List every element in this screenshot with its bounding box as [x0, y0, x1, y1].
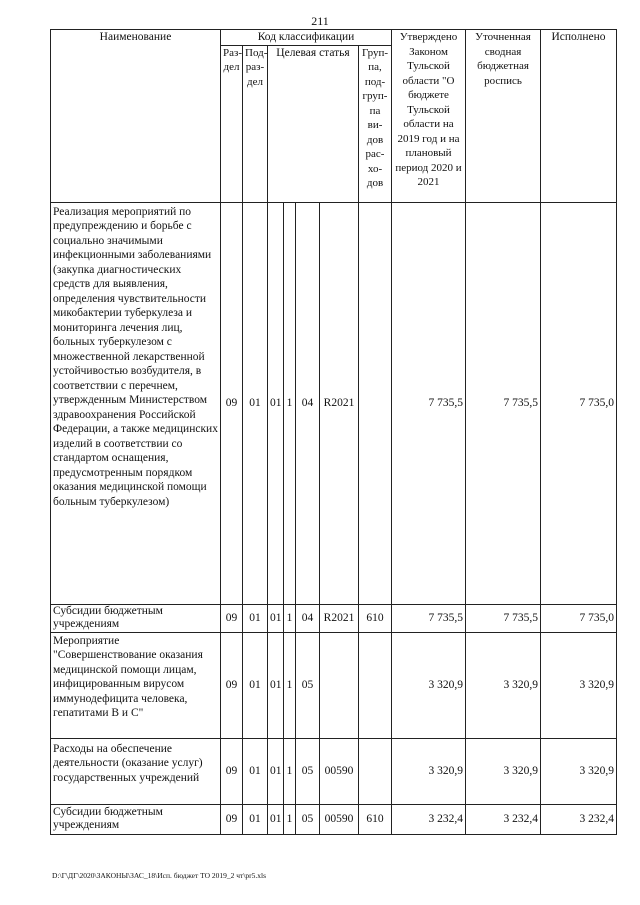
- cell-target-1: 01: [268, 202, 284, 604]
- cell-group: [359, 202, 392, 604]
- cell-target-3: 04: [296, 202, 320, 604]
- cell-refined: 3 232,4: [466, 804, 541, 834]
- table-row: [51, 632, 617, 738]
- cell-target-3: 05: [296, 804, 320, 834]
- cell-section: 09: [221, 604, 243, 632]
- header-refined: Уточненная сводная бюджетная роспись: [466, 30, 541, 203]
- cell-target-1: 01: [268, 804, 284, 834]
- cell-group: 610: [359, 604, 392, 632]
- row-name: Субсидии бюджетным учреждениям: [51, 804, 221, 834]
- cell-subsection: 01: [243, 632, 268, 738]
- table-row: [51, 202, 617, 604]
- cell-target-2: 1: [284, 604, 296, 632]
- page-number: 211: [311, 14, 329, 28]
- cell-target-2: 1: [284, 804, 296, 834]
- header-executed: Исполнено: [541, 30, 617, 203]
- header-section: Раз-дел: [221, 45, 243, 202]
- cell-target-3: 04: [296, 604, 320, 632]
- cell-target-3: 05: [296, 738, 320, 804]
- header-expense-group: Груп-па, под-груп-па ви-дов рас-хо-дов: [359, 45, 392, 202]
- cell-target-4: [320, 632, 359, 738]
- cell-subsection: 01: [243, 604, 268, 632]
- cell-approved: 7 735,5: [392, 202, 466, 604]
- cell-executed: 3 320,9: [541, 632, 617, 738]
- table-row: [51, 738, 617, 804]
- cell-target-2: 1: [284, 202, 296, 604]
- cell-target-4: 00590: [320, 738, 359, 804]
- header-classification-code: Код классификации: [221, 30, 392, 46]
- row-name: Субсидии бюджетным учреждениям: [51, 604, 221, 632]
- cell-target-1: 01: [268, 632, 284, 738]
- cell-target-4: 00590: [320, 804, 359, 834]
- cell-group: [359, 738, 392, 804]
- cell-approved: 3 320,9: [392, 632, 466, 738]
- cell-target-4: R2021: [320, 202, 359, 604]
- cell-target-4: R2021: [320, 604, 359, 632]
- cell-subsection: 01: [243, 738, 268, 804]
- table-row: [51, 604, 617, 632]
- cell-approved: 3 232,4: [392, 804, 466, 834]
- cell-target-2: 1: [284, 738, 296, 804]
- cell-section: 09: [221, 202, 243, 604]
- cell-refined: 7 735,5: [466, 202, 541, 604]
- row-name: Мероприятие "Совершенствование оказания медицинской помощи лицам, инфицированным вирусом иммунодефицита человека, гепатитами В и С": [51, 632, 221, 738]
- cell-executed: 7 735,0: [541, 202, 617, 604]
- footer-file-path: D:\Г\ДГ\2020\ЗАКОНЫ\ЗАС_18\Исп. бюджет ТО 2019_2 чт\pr5.xls: [52, 871, 267, 880]
- cell-executed: 3 232,4: [541, 804, 617, 834]
- cell-group: [359, 632, 392, 738]
- cell-refined: 3 320,9: [466, 632, 541, 738]
- cell-target-2: 1: [284, 632, 296, 738]
- cell-section: 09: [221, 804, 243, 834]
- cell-refined: 3 320,9: [466, 738, 541, 804]
- header-subsection: Под-раз-дел: [243, 45, 268, 202]
- cell-target-3: 05: [296, 632, 320, 738]
- cell-refined: 7 735,5: [466, 604, 541, 632]
- cell-section: 09: [221, 738, 243, 804]
- cell-target-1: 01: [268, 738, 284, 804]
- header-target-article: Целевая статья: [268, 45, 359, 202]
- cell-target-1: 01: [268, 604, 284, 632]
- row-name: Реализация мероприятий по предупреждению и борьбе с социально значимыми инфекционными заболеваниями (закупка диагностических средств для выявления, определения чувствительности микобактерии туберкулеза и мониторинга лечения лиц, больных туберкулезом с множественной лекарственной устойчивостью возбудителя, в соответствии с перечнем, утвержденным Министерством здравоохранения Российской Федерации, а также медицинских изделий в соответствии со стандартом оснащения, предусмотренным порядком оказания медицинской помощи больным туберкулезом): [51, 202, 221, 604]
- row-name: Расходы на обеспечение деятельности (оказание услуг) государственных учреждений: [51, 738, 221, 804]
- cell-subsection: 01: [243, 804, 268, 834]
- cell-section: 09: [221, 632, 243, 738]
- header-name: Наименование: [51, 30, 221, 203]
- cell-group: 610: [359, 804, 392, 834]
- cell-executed: 3 320,9: [541, 738, 617, 804]
- budget-table: [50, 29, 617, 835]
- cell-approved: 3 320,9: [392, 738, 466, 804]
- table-row: [51, 804, 617, 834]
- cell-subsection: 01: [243, 202, 268, 604]
- cell-approved: 7 735,5: [392, 604, 466, 632]
- header-approved: Утверждено Законом Тульской области "О бюджете Тульской области на 2019 год и на плановый период 2020 и 2021: [392, 30, 466, 203]
- cell-executed: 7 735,0: [541, 604, 617, 632]
